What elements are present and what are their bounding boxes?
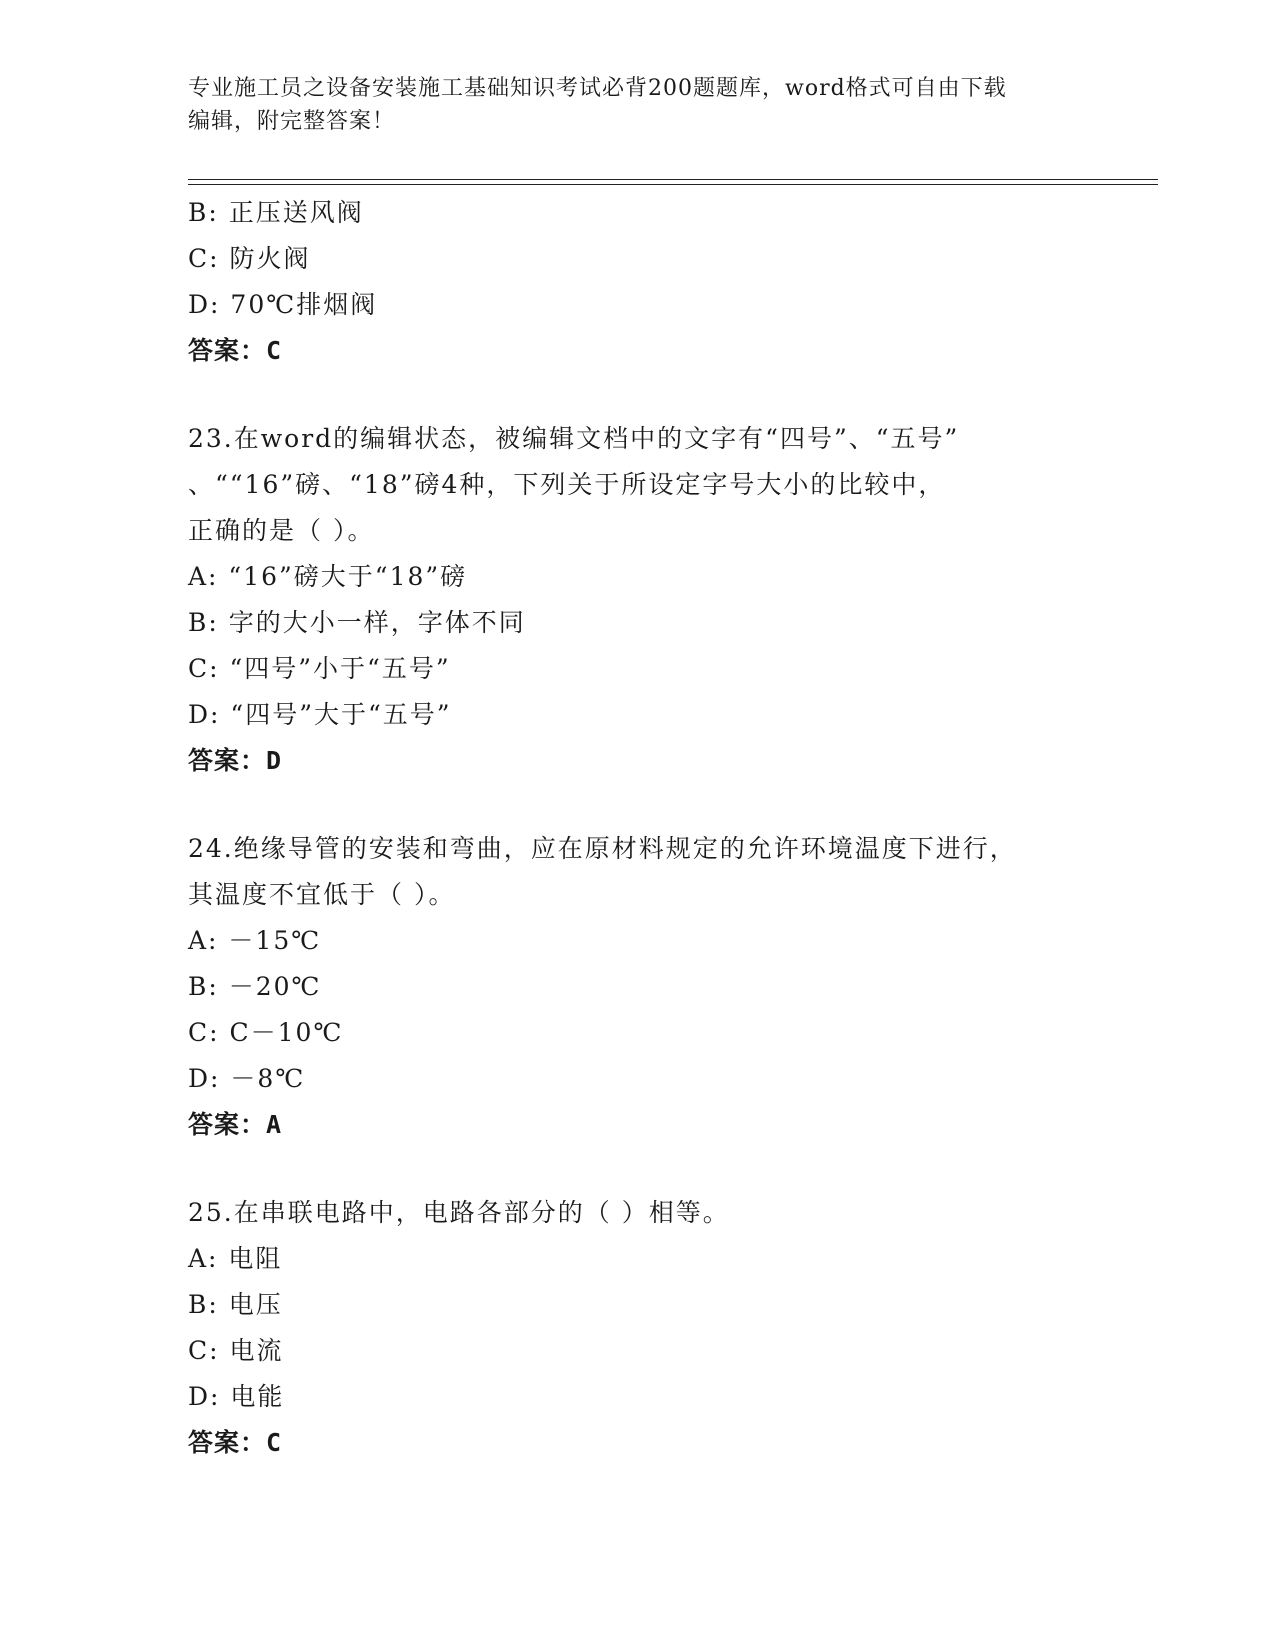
q25-stem-line-1: 25.在串联电路中，电路各部分的（ ）相等。 — [188, 1198, 730, 1227]
question-list — [188, 190, 1088, 1466]
q24-stem-line-2: 其温度不宜低于（ ）。 — [188, 880, 456, 909]
q24-option-c: C: C－10℃ — [188, 1018, 344, 1047]
document-header — [188, 72, 1088, 138]
q22-option-c: C: 防火阀 — [188, 244, 311, 273]
question-24 — [188, 826, 1088, 1148]
header-divider-top — [188, 179, 1158, 180]
q23-option-a: A: “16”磅大于“18”磅 — [188, 562, 468, 591]
question-23 — [188, 416, 1088, 784]
question-25 — [188, 1190, 1088, 1466]
q24-option-a: A: －15℃ — [188, 926, 322, 955]
q23-stem-line-3: 正确的是（ ）。 — [188, 516, 375, 545]
q23-option-b: B: 字的大小一样，字体不同 — [188, 608, 526, 637]
header-title-line-1: 专业施工员之设备安装施工基础知识考试必背200题题库，word格式可自由下载 — [188, 76, 1007, 101]
header-title-line-2: 编辑，附完整答案！ — [188, 109, 396, 134]
q24-stem-line-1: 24.绝缘导管的安装和弯曲，应在原材料规定的允许环境温度下进行， — [188, 834, 1017, 863]
question-spacer — [188, 374, 1088, 416]
q22-option-b: B: 正压送风阀 — [188, 198, 364, 227]
q25-option-b: B: 电压 — [188, 1290, 283, 1319]
header-divider-bottom — [188, 184, 1158, 185]
q23-stem-line-2: 、““16”磅、“18”磅4种，下列关于所设定字号大小的比较中， — [188, 470, 946, 499]
q22-option-d: D: 70℃排烟阀 — [188, 290, 378, 319]
q25-option-a: A: 电阻 — [188, 1244, 283, 1273]
q25-answer: 答案：C — [188, 1428, 283, 1457]
q23-option-d: D: “四号”大于“五号” — [188, 700, 452, 729]
question-spacer — [188, 1148, 1088, 1190]
q23-stem-line-1: 23.在word的编辑状态，被编辑文档中的文字有“四号”、“五号” — [188, 424, 960, 453]
q25-option-d: D: 电能 — [188, 1382, 285, 1411]
q24-option-b: B: －20℃ — [188, 972, 322, 1001]
q25-option-c: C: 电流 — [188, 1336, 284, 1365]
q24-option-d: D: －8℃ — [188, 1064, 306, 1093]
q23-option-c: C: “四号”小于“五号” — [188, 654, 451, 683]
question-22-tail — [188, 190, 1088, 374]
q24-answer: 答案：A — [188, 1110, 283, 1139]
question-spacer — [188, 784, 1088, 826]
q23-answer: 答案：D — [188, 746, 283, 775]
q22-answer: 答案：C — [188, 336, 283, 365]
